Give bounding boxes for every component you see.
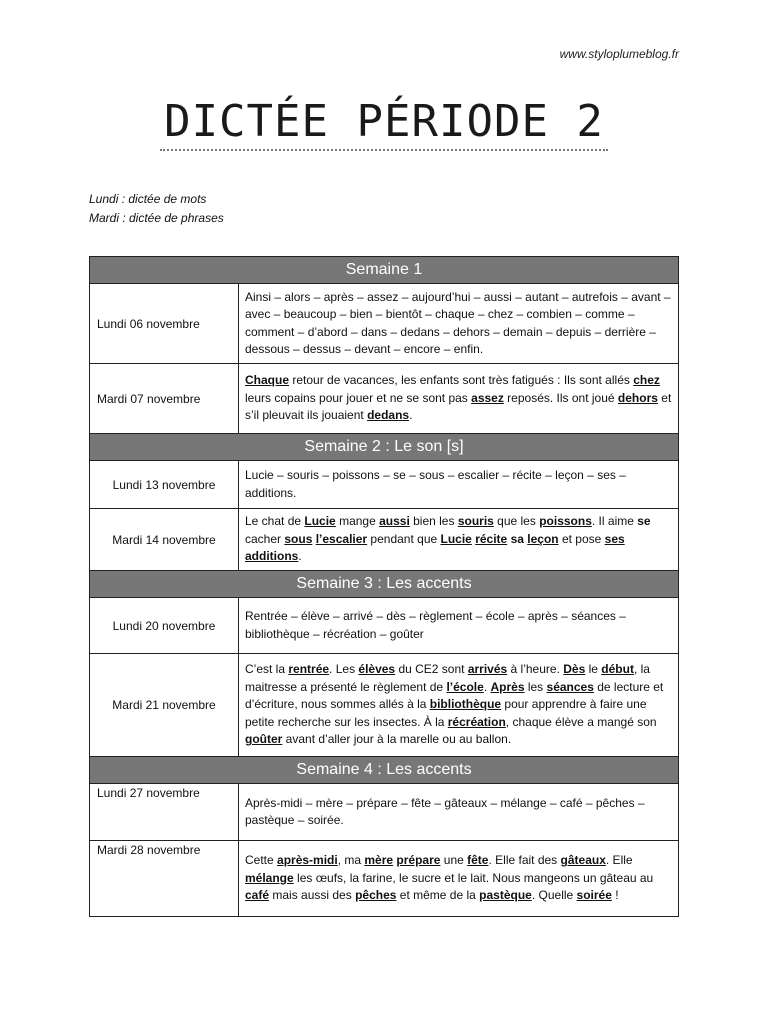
- highlighted-word: prépare: [396, 853, 441, 868]
- text-segment: .: [409, 408, 413, 423]
- text-segment: Rentrée – élève – arrivé – dès – règlement – école – après – séances – bibliothèque – récréation – goûter: [245, 609, 626, 641]
- text-segment: . Il aime: [591, 514, 638, 529]
- day-cell: Mardi 14 novembre: [90, 509, 239, 571]
- text-segment: , la maitresse a présenté le règlement de: [245, 662, 650, 694]
- highlighted-word: élèves: [358, 662, 396, 677]
- week-heading: Semaine 2 : Le son [s]: [90, 434, 679, 461]
- highlighted-word: bibliothèque: [429, 697, 502, 712]
- dictation-text: [239, 364, 679, 434]
- table-row: [90, 654, 679, 757]
- highlighted-word: dehors: [617, 390, 658, 405]
- highlighted-word: souris: [457, 514, 494, 529]
- highlighted-word: fête: [467, 853, 489, 868]
- highlighted-word: dedans: [367, 408, 410, 423]
- week-heading: Semaine 3 : Les accents: [90, 571, 679, 598]
- intro-line-tuesday: Mardi : dictée de phrases: [89, 211, 224, 225]
- text-segment: .: [483, 679, 491, 694]
- highlighted-word: rentrée: [288, 662, 330, 677]
- day-cell: Mardi 21 novembre: [90, 654, 239, 757]
- table-row: [90, 364, 679, 434]
- highlighted-word: l’escalier: [315, 531, 368, 546]
- text-segment: C’est la: [245, 662, 289, 677]
- highlighted-word: additions: [245, 549, 299, 564]
- highlighted-word: début: [601, 662, 634, 677]
- text-segment: à l’heure.: [507, 662, 564, 677]
- highlighted-word: Après: [490, 679, 525, 694]
- day-cell: Lundi 13 novembre: [90, 461, 239, 509]
- text-segment: que les: [493, 514, 540, 529]
- dictation-text: [239, 841, 679, 917]
- highlighted-word: l’école: [446, 679, 484, 694]
- highlighted-word: pastèque: [479, 888, 532, 903]
- text-segment: mange: [335, 514, 380, 529]
- text-segment: les œufs, la farine, le sucre et le lait. Nous mangeons un gâteau au: [293, 870, 654, 885]
- highlighted-word: poissons: [539, 514, 592, 529]
- text-segment: bien les: [409, 514, 458, 529]
- highlighted-word: gâteaux: [560, 853, 606, 868]
- text-segment: retour de vacances, les enfants sont très fatigués : Ils sont allés: [289, 373, 634, 388]
- text-segment: Après-midi – mère – prépare – fête – gâteaux – mélange – café – pêches – pastèque – soirée.: [245, 795, 645, 827]
- table-row: [90, 784, 679, 841]
- day-cell: Lundi 27 novembre: [90, 784, 239, 841]
- text-segment: pour apprendre à faire une petite recherche sur les insectes. À la: [245, 697, 647, 729]
- table-row: [90, 841, 679, 917]
- highlighted-word: se: [637, 514, 651, 529]
- text-segment: .: [298, 549, 302, 564]
- text-segment: et même de la: [396, 888, 480, 903]
- text-segment: mais aussi des: [269, 888, 356, 903]
- dictation-text: [239, 284, 679, 364]
- table-row: [90, 284, 679, 364]
- highlighted-word: aussi: [379, 514, 410, 529]
- week-heading: Semaine 1: [90, 257, 679, 284]
- highlighted-word: soirée: [576, 888, 612, 903]
- text-segment: . Les: [329, 662, 359, 677]
- text-segment: une: [440, 853, 468, 868]
- day-cell: Mardi 28 novembre: [90, 841, 239, 917]
- week-heading: Semaine 4 : Les accents: [90, 757, 679, 784]
- table-row: [90, 598, 679, 654]
- highlighted-word: sa: [510, 531, 524, 546]
- text-segment: pendant que: [367, 531, 441, 546]
- intro-line-monday: Lundi : dictée de mots: [89, 192, 207, 206]
- day-cell: Lundi 20 novembre: [90, 598, 239, 654]
- dictation-text: [239, 461, 679, 509]
- dictation-text: [239, 598, 679, 654]
- highlighted-word: mélange: [245, 870, 294, 885]
- intro-block: [89, 190, 224, 228]
- week-header-row: [90, 257, 679, 284]
- text-segment: Lucie – souris – poissons – se – sous – escalier – récite – leçon – ses – additions.: [245, 468, 626, 500]
- highlighted-word: ses: [604, 531, 625, 546]
- highlighted-word: mère: [364, 853, 394, 868]
- highlighted-word: chez: [633, 373, 660, 388]
- text-segment: !: [611, 888, 619, 903]
- text-segment: Ainsi – alors – après – assez – aujourd’hui – aussi – autant – autrefois – avant – avec – beaucoup – bien – bientôt – chaque – chez – combien – comme – comment – d’abord – dans – dedans – dehors – demain – depuis – derrière – dessous – dessus – devant – encore – enfin.: [245, 289, 671, 356]
- day-cell: Mardi 07 novembre: [90, 364, 239, 434]
- week-header-row: [90, 757, 679, 784]
- page-title: [0, 96, 768, 147]
- highlighted-word: Dès: [563, 662, 586, 677]
- highlighted-word: Chaque: [245, 373, 290, 388]
- text-segment: , chaque élève a mangé son: [505, 714, 657, 729]
- text-segment: les: [524, 679, 547, 694]
- highlighted-word: Lucie: [440, 531, 472, 546]
- table-row: [90, 509, 679, 571]
- text-segment: de lecture et d’écriture, nous sommes allés à la: [245, 679, 664, 712]
- highlighted-word: Lucie: [304, 514, 336, 529]
- week-header-row: [90, 434, 679, 461]
- text-segment: et s’il pleuvait ils jouaient: [245, 390, 672, 423]
- dictation-table: [89, 256, 679, 917]
- text-segment: Le chat de: [245, 514, 305, 529]
- text-segment: du CE2 sont: [395, 662, 468, 677]
- text-segment: Cette: [245, 853, 278, 868]
- highlighted-word: séances: [546, 679, 594, 694]
- highlighted-word: après-midi: [277, 853, 338, 868]
- highlighted-word: récite: [475, 531, 508, 546]
- text-segment: reposés. Ils ont joué: [503, 390, 618, 405]
- dictation-text: [239, 784, 679, 841]
- week-header-row: [90, 571, 679, 598]
- highlighted-word: récréation: [447, 714, 506, 729]
- text-segment: . Elle fait des: [488, 853, 561, 868]
- dictation-text: [239, 654, 679, 757]
- highlighted-word: pêches: [355, 888, 397, 903]
- highlighted-word: assez: [471, 390, 504, 405]
- highlighted-word: café: [245, 888, 270, 903]
- text-segment: cacher: [245, 531, 285, 546]
- text-segment: , ma: [337, 853, 365, 868]
- highlighted-word: goûter: [245, 732, 283, 747]
- text-segment: . Elle: [605, 853, 633, 868]
- text-segment: et pose: [558, 531, 605, 546]
- dictation-text: [239, 509, 679, 571]
- text-segment: avant d’aller jour à la marelle ou au ballon.: [282, 732, 512, 747]
- website-url: www.styloplumeblog.fr: [559, 47, 679, 61]
- table-row: [90, 461, 679, 509]
- text-segment: . Quelle: [531, 888, 577, 903]
- day-cell: Lundi 06 novembre: [90, 284, 239, 364]
- highlighted-word: arrivés: [467, 662, 508, 677]
- highlighted-word: leçon: [527, 531, 559, 546]
- text-segment: leurs copains pour jouer et ne se sont pas: [245, 390, 472, 405]
- highlighted-word: sous: [284, 531, 313, 546]
- title-text: DICTÉE PÉRIODE 2: [160, 96, 608, 151]
- text-segment: le: [585, 662, 602, 677]
